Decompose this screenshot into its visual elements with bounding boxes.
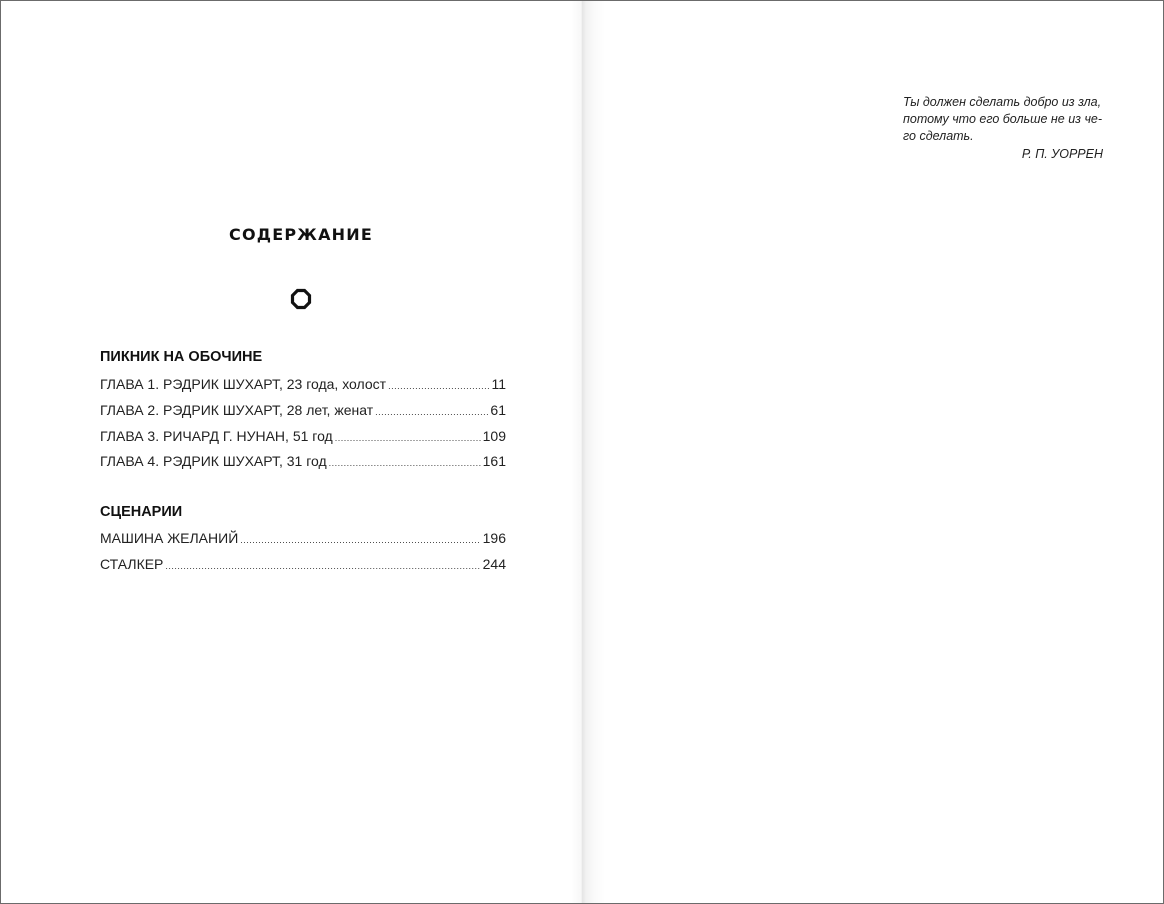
- toc-entry-page: 61: [490, 402, 506, 418]
- dot-leader: [335, 433, 481, 443]
- toc-entry-page: 161: [482, 453, 506, 469]
- toc-entry[interactable]: [100, 556, 506, 576]
- epigraph-line: Ты должен сделать добро из зла,: [903, 95, 1102, 109]
- toc-entry-title: ГЛАВА 1. РЭДРИК ШУХАРТ, 23 года, холост: [100, 376, 387, 392]
- section-heading: ПИКНИК НА ОБОЧИНЕ: [100, 349, 263, 365]
- dot-leader: [240, 535, 480, 545]
- toc-entry[interactable]: [100, 376, 506, 396]
- epigraph-line: го сделать.: [903, 129, 974, 143]
- toc-entry-title: СТАЛКЕР: [100, 556, 164, 572]
- dot-leader: [388, 381, 489, 391]
- toc-entry-page: 109: [482, 428, 506, 444]
- toc-entry-title: МАШИНА ЖЕЛАНИЙ: [100, 530, 239, 546]
- dot-leader: [165, 561, 480, 571]
- left-page: [1, 1, 582, 903]
- toc-entry-page: 196: [482, 530, 506, 546]
- dot-leader: [329, 458, 481, 468]
- epigraph-line: потому что его больше не из че-: [903, 112, 1103, 126]
- toc-entry[interactable]: [100, 453, 506, 473]
- toc-entry-title: ГЛАВА 4. РЭДРИК ШУХАРТ, 31 год: [100, 453, 327, 469]
- section-heading: СЦЕНАРИИ: [100, 504, 183, 520]
- toc-entry-title: ГЛАВА 2. РЭДРИК ШУХАРТ, 28 лет, женат: [100, 402, 374, 418]
- toc-entry[interactable]: [100, 402, 506, 422]
- toc-title: СОДЕРЖАНИЕ: [229, 225, 373, 244]
- toc-entry[interactable]: [100, 530, 506, 550]
- epigraph-author: Р. П. УОРРЕН: [1021, 147, 1103, 161]
- toc-entry[interactable]: [100, 428, 506, 448]
- octagon-ring-icon: [289, 287, 313, 311]
- dot-leader: [375, 407, 488, 417]
- right-page: [582, 1, 1163, 903]
- toc-entry-page: 11: [491, 376, 506, 392]
- toc-entry-title: ГЛАВА 3. РИЧАРД Г. НУНАН, 51 год: [100, 428, 333, 444]
- epigraph: [903, 94, 1103, 163]
- toc-entry-page: 244: [482, 556, 506, 572]
